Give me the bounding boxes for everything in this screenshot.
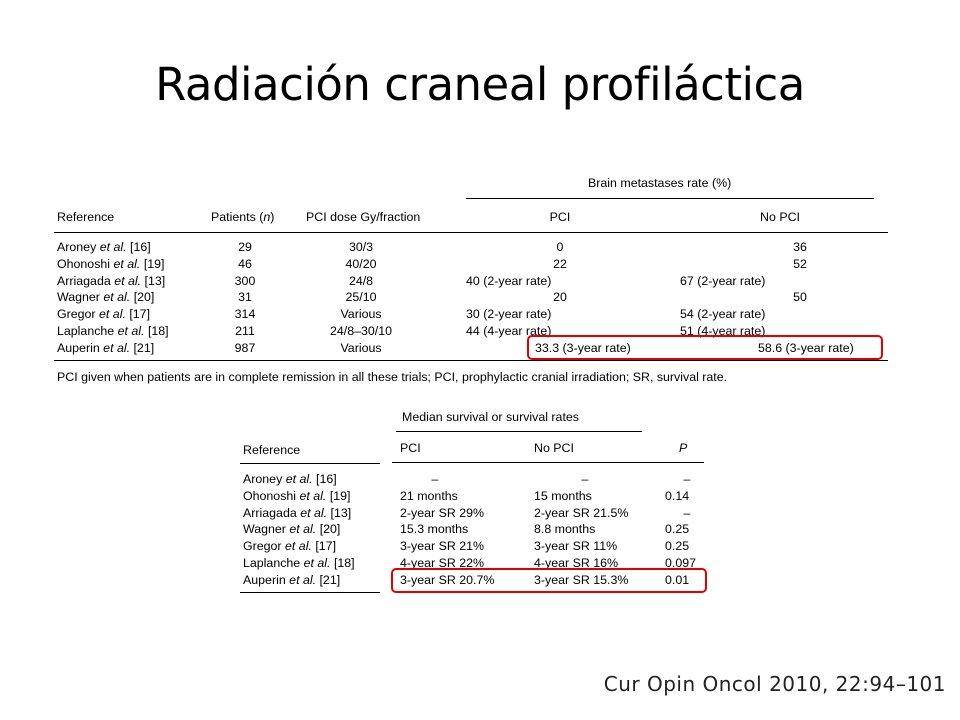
group-header-brain-metastases: Brain metastases rate (%) <box>588 176 732 190</box>
reference-number: [17] <box>125 307 151 321</box>
patients-cell: 211 <box>235 324 255 338</box>
pci-survival-cell: 4-year SR 22% <box>400 556 485 570</box>
table2-row-reference <box>243 489 351 503</box>
et-al: et al. <box>303 556 331 570</box>
nopci-rate-cell: 36 <box>793 240 807 254</box>
patients-cell: 46 <box>238 257 252 271</box>
col-header-reference: Reference <box>57 210 115 224</box>
et-al: et al. <box>99 240 127 254</box>
patients-cell: 300 <box>234 274 256 288</box>
reference-author: Laplanche <box>243 556 301 570</box>
reference-number: [19] <box>326 489 351 503</box>
reference-author: Laplanche <box>57 324 115 338</box>
p-value-cell: – <box>683 506 691 520</box>
col-header-pci: PCI <box>549 210 571 224</box>
et-al: et al. <box>113 257 141 271</box>
col-header-pci-2: PCI <box>400 441 421 455</box>
nopci-survival-cell: 4-year SR 16% <box>534 556 619 570</box>
col-header-nopci: No PCI <box>760 210 800 224</box>
dose-cell: Various <box>340 307 382 321</box>
et-al: et al. <box>299 489 327 503</box>
pci-survival-cell: 3-year SR 20.7% <box>400 573 495 587</box>
p-value-cell: 0.25 <box>665 522 690 536</box>
reference-number: [20] <box>316 522 341 536</box>
highlight-auperin-survival <box>391 568 707 593</box>
reference-number: [20] <box>130 290 155 304</box>
et-al: et al. <box>117 324 145 338</box>
dose-cell: 30/3 <box>348 240 374 254</box>
pci-rate-cell: 33.3 (3-year rate) <box>535 341 631 355</box>
table2-row-reference <box>243 522 340 536</box>
nopci-survival-cell: 8.8 months <box>534 522 596 536</box>
pci-rate-cell: 0 <box>556 240 564 254</box>
nopci-rate-cell: 54 (2-year rate) <box>680 307 766 321</box>
dose-cell: 40/20 <box>345 257 377 271</box>
reference-number: [13] <box>327 506 352 520</box>
reference-number: [19] <box>140 257 165 271</box>
reference-author: Wagner <box>57 290 100 304</box>
reference-author: Ohonoshi <box>57 257 111 271</box>
reference-number: [16] <box>126 240 151 254</box>
reference-author: Arriagada <box>57 274 111 288</box>
col-header-p: P <box>679 441 688 455</box>
header-rule-2a <box>240 463 380 464</box>
dose-cell: 24/8 <box>348 274 374 288</box>
et-al: et al. <box>285 472 313 486</box>
p-value-cell: 0.097 <box>665 556 697 570</box>
table2-row-reference <box>243 506 351 520</box>
et-al: et al. <box>289 522 317 536</box>
pci-survival-cell: – <box>431 472 439 486</box>
col-header-reference-2: Reference <box>243 443 301 457</box>
slide-title: Radiación craneal profiláctica <box>155 58 805 111</box>
reference-author: Aroney <box>57 240 97 254</box>
et-al: et al. <box>103 290 131 304</box>
et-al: et al. <box>99 307 126 321</box>
reference-author: Wagner <box>243 522 286 536</box>
reference-author: Gregor <box>57 307 96 321</box>
et-al: et al. <box>103 341 131 355</box>
table2-row-reference <box>243 556 355 570</box>
reference-author: Ohonoshi <box>243 489 297 503</box>
pci-rate-cell: 20 <box>553 290 567 304</box>
reference-number: [21] <box>130 341 155 355</box>
dose-cell: 25/10 <box>345 290 377 304</box>
nopci-survival-cell: 3-year SR 15.3% <box>534 573 629 587</box>
patients-cell: 31 <box>238 290 252 304</box>
nopci-rate-cell: 67 (2-year rate) <box>680 274 766 288</box>
et-al: et al. <box>300 506 328 520</box>
table2-row-reference <box>243 573 340 587</box>
nopci-survival-cell: 3-year SR 11% <box>534 539 618 553</box>
reference-number: [21] <box>316 573 341 587</box>
reference-author: Auperin <box>243 573 286 587</box>
p-value-cell: 0.01 <box>665 573 690 587</box>
header-rule-2b <box>392 462 704 463</box>
reference-number: [16] <box>312 472 337 486</box>
col-header-patients: Patients (n) <box>211 210 275 224</box>
et-al: et al. <box>285 539 312 553</box>
reference-number: [18] <box>330 556 355 570</box>
nopci-rate-cell: 58.6 (3-year rate) <box>758 341 854 355</box>
patients-cell: 29 <box>238 240 252 254</box>
reference-author: Aroney <box>243 472 283 486</box>
reference-number: [17] <box>311 539 337 553</box>
reference-author: Auperin <box>57 341 100 355</box>
nopci-survival-cell: 2-year SR 21.5% <box>534 506 629 520</box>
table1-footnote: PCI given when patients are in complete remission in all these trials; PCI, prophylactic cranial irradiation; SR, survival rate. <box>57 370 728 384</box>
group-header-survival: Median survival or survival rates <box>402 410 579 424</box>
pci-survival-cell: 3-year SR 21% <box>400 539 485 553</box>
reference-author: Arriagada <box>243 506 297 520</box>
reference-author: Gregor <box>243 539 282 553</box>
reference-number: [13] <box>141 274 166 288</box>
pci-survival-cell: 2-year SR 29% <box>400 506 485 520</box>
table2-row-reference <box>243 472 337 486</box>
pci-rate-cell: 30 (2-year rate) <box>466 307 552 321</box>
pci-rate-cell: 22 <box>553 257 567 271</box>
pci-rate-cell: 44 (4-year rate) <box>466 324 552 338</box>
dose-cell: Various <box>340 341 382 355</box>
pci-rate-cell: 40 (2-year rate) <box>466 274 552 288</box>
nopci-survival-cell: 15 months <box>534 489 592 503</box>
p-value-cell: 0.25 <box>665 539 690 553</box>
nopci-rate-cell: 51 (4-year rate) <box>680 324 766 338</box>
et-al: et al. <box>114 274 142 288</box>
reference-number: [18] <box>144 324 169 338</box>
nopci-survival-cell: – <box>581 472 589 486</box>
group-header-rule-2 <box>396 431 642 432</box>
col-header-nopci-2: No PCI <box>534 441 574 455</box>
pci-survival-cell: 21 months <box>400 489 458 503</box>
col-header-dose: PCI dose Gy/fraction <box>306 210 421 224</box>
nopci-rate-cell: 52 <box>793 257 807 271</box>
dose-cell: 24/8–30/10 <box>329 324 392 338</box>
citation: Cur Opin Oncol 2010, 22:94–101 <box>603 672 946 696</box>
p-value-cell: – <box>683 472 691 486</box>
table2-row-reference <box>243 539 336 553</box>
patients-cell: 314 <box>234 307 256 321</box>
pci-survival-cell: 15.3 months <box>400 522 469 536</box>
nopci-rate-cell: 50 <box>793 290 807 304</box>
et-al: et al. <box>289 573 317 587</box>
bottom-rule-2 <box>240 592 380 593</box>
patients-cell: 987 <box>234 341 256 355</box>
p-value-cell: 0.14 <box>665 489 690 503</box>
